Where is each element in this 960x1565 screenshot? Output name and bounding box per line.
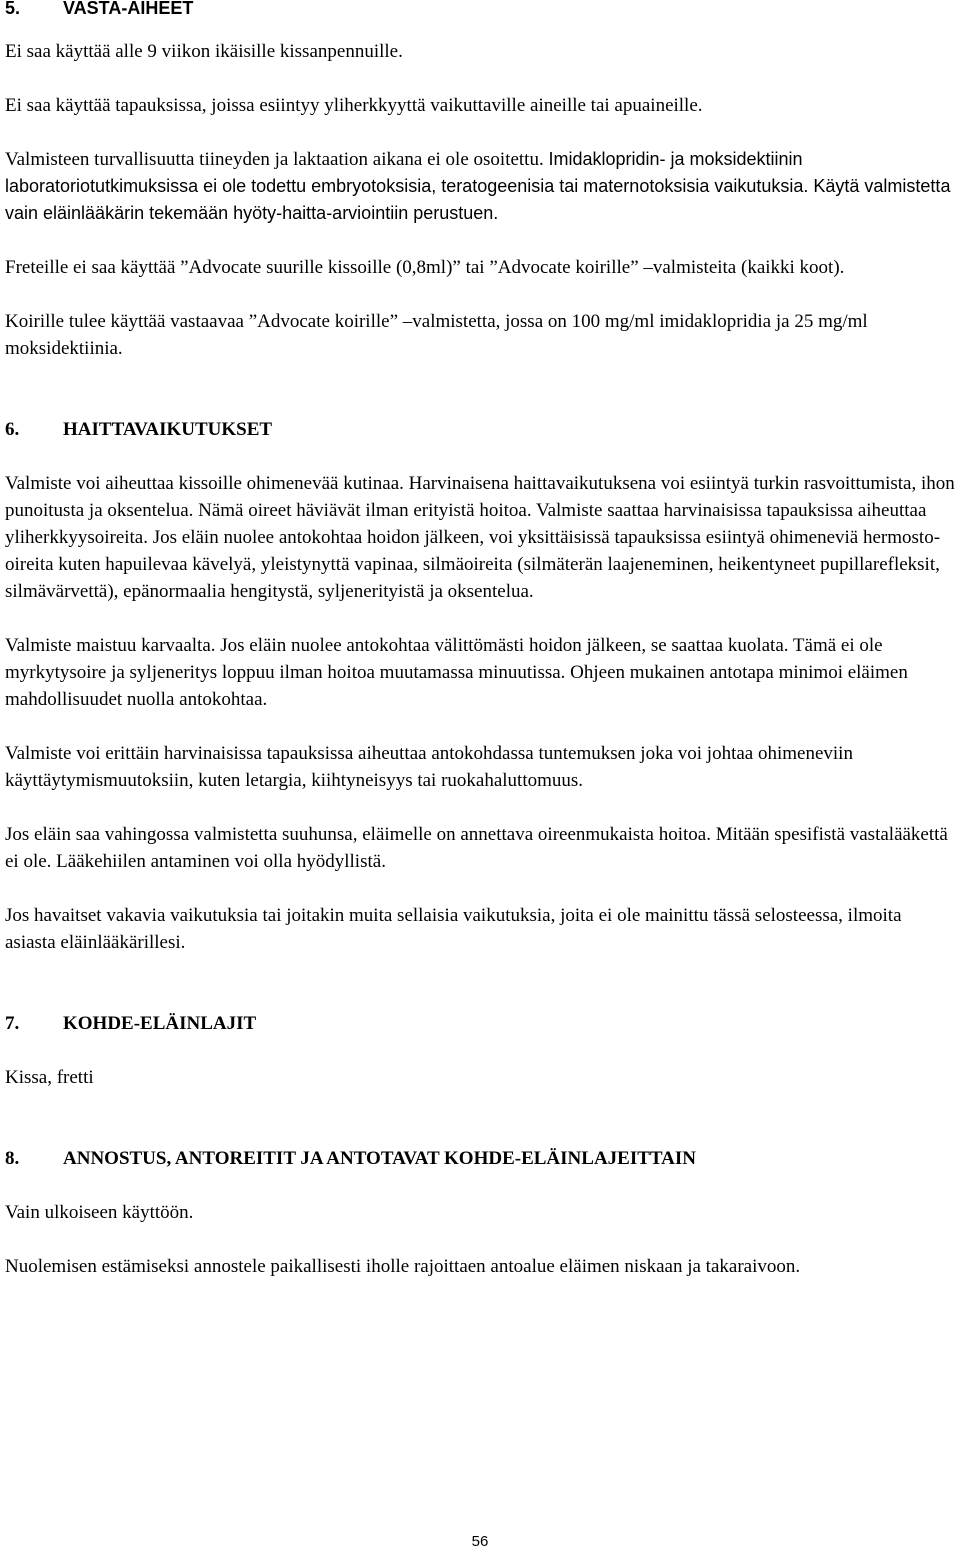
section-8-heading [5,1145,955,1172]
section-6-paragraph-2: Valmiste maistuu karvaalta. Jos eläin nuolee antokohtaa välittömästi hoidon jälkeen, se saattaa kuolata. Tämä ei ole myrkytysoire ja syljeneritys loppuu ilman hoitoa muutamassa minuutissa. Ohjeen mukainen antotapa minimoi eläimen mahdollisuudet nuolla antokohtaa. [5,635,908,710]
section-5-paragraph-3 [5,146,955,227]
section-5-paragraph-4: Freteille ei saa käyttää ”Advocate suurille kissoille (0,8ml)” tai ”Advocate koirille” –valmisteita (kaikki koot). [5,257,845,278]
section-5-paragraph-3-sans: Imidaklopridin- ja moksidektiinin laboratoriotutkimuksissa ei ole todettu embryotoksisia, teratogeenisia tai maternotoksisia vaikutuksia. Käytä valmistetta vain eläinlääkärin tekemään hyöty-haitta-arviointiin perustuen. [5,149,951,223]
section-8-number: 8. [5,1148,20,1169]
section-8-title: ANNOSTUS, ANTOREITIT JA ANTOTAVAT KOHDE-ELÄINLAJEITTAIN [63,1148,697,1169]
section-5-heading [5,0,955,22]
section-6-paragraph-3: Valmiste voi erittäin harvinaisissa tapauksissa aiheuttaa antokohdassa tuntemuksen joka voi johtaa ohimeneviin käyttäytymismuutoksiin, kuten letargia, kiihtyneisyys tai ruokahaluttomuus. [5,743,853,791]
section-6-paragraph-1: Valmiste voi aiheuttaa kissoille ohimenevää kutinaa. Harvinaisena haittavaikutuksena voi esiintyä turkin rasvoittumista, ihon punoitusta ja oksentelua. Nämä oireet häviävät ilman erityistä hoitoa. Valmiste saattaa harvinaisissa tapauksissa aiheuttaa yliherkkyysoireita. Jos eläin nuolee antokohtaa hoidon jälkeen, voi yksittäisissä tapauksissa esiintyä ohimeneviä hermosto-oireita kuten hapuilevaa kävelyä, yleistynyttä vapinaa, silmäoireita (silmäterän laajeneminen, heikentyneet pupillarefleksit, silmävärvettä), epänormaalia hengitystä, syljenerityistä ja oksentelua. [5,473,955,602]
section-6-paragraph-5: Jos havaitset vakavia vaikutuksia tai joitakin muita sellaisia vaikutuksia, joita ei ole mainittu tässä selosteessa, ilmoita asiasta eläinlääkärillesi. [5,905,902,953]
section-8-paragraph-1: Vain ulkoiseen käyttöön. [5,1202,194,1223]
section-5-paragraph-5: Koirille tulee käyttää vastaavaa ”Advocate koirille” –valmistetta, jossa on 100 mg/ml imidaklopridia ja 25 mg/ml moksidektiinia. [5,311,868,359]
section-8-paragraph-2: Nuolemisen estämiseksi annostele paikallisesti iholle rajoittaen antoalue eläimen niskaan ja takaraivoon. [5,1256,801,1277]
section-7-heading [5,1010,955,1037]
document-page [5,0,955,1280]
page-number: 56 [471,1533,489,1550]
section-7-paragraph-1: Kissa, fretti [5,1067,94,1088]
section-5-title: VASTA-AIHEET [63,0,194,18]
section-6-heading [5,416,955,443]
section-7-title: KOHDE-ELÄINLAJIT [63,1013,257,1034]
section-6-number: 6. [5,419,20,440]
section-6-title: HAITTAVAIKUTUKSET [63,419,273,440]
section-5-number: 5. [5,0,21,18]
section-7-number: 7. [5,1013,20,1034]
section-5-paragraph-3-serif: Valmisteen turvallisuutta tiineyden ja laktaation aikana ei ole osoitettu. [5,149,549,170]
section-6-paragraph-4: Jos eläin saa vahingossa valmistetta suuhunsa, eläimelle on annettava oireenmukaista hoitoa. Mitään spesifistä vastalääkettä ei ole. Lääkehiilen antaminen voi olla hyödyllistä. [5,824,948,872]
section-5-paragraph-2: Ei saa käyttää tapauksissa, joissa esiintyy yliherkkyyttä vaikuttaville aineille tai apuaineille. [5,95,703,116]
section-5-paragraph-1: Ei saa käyttää alle 9 viikon ikäisille kissanpennuille. [5,41,403,62]
